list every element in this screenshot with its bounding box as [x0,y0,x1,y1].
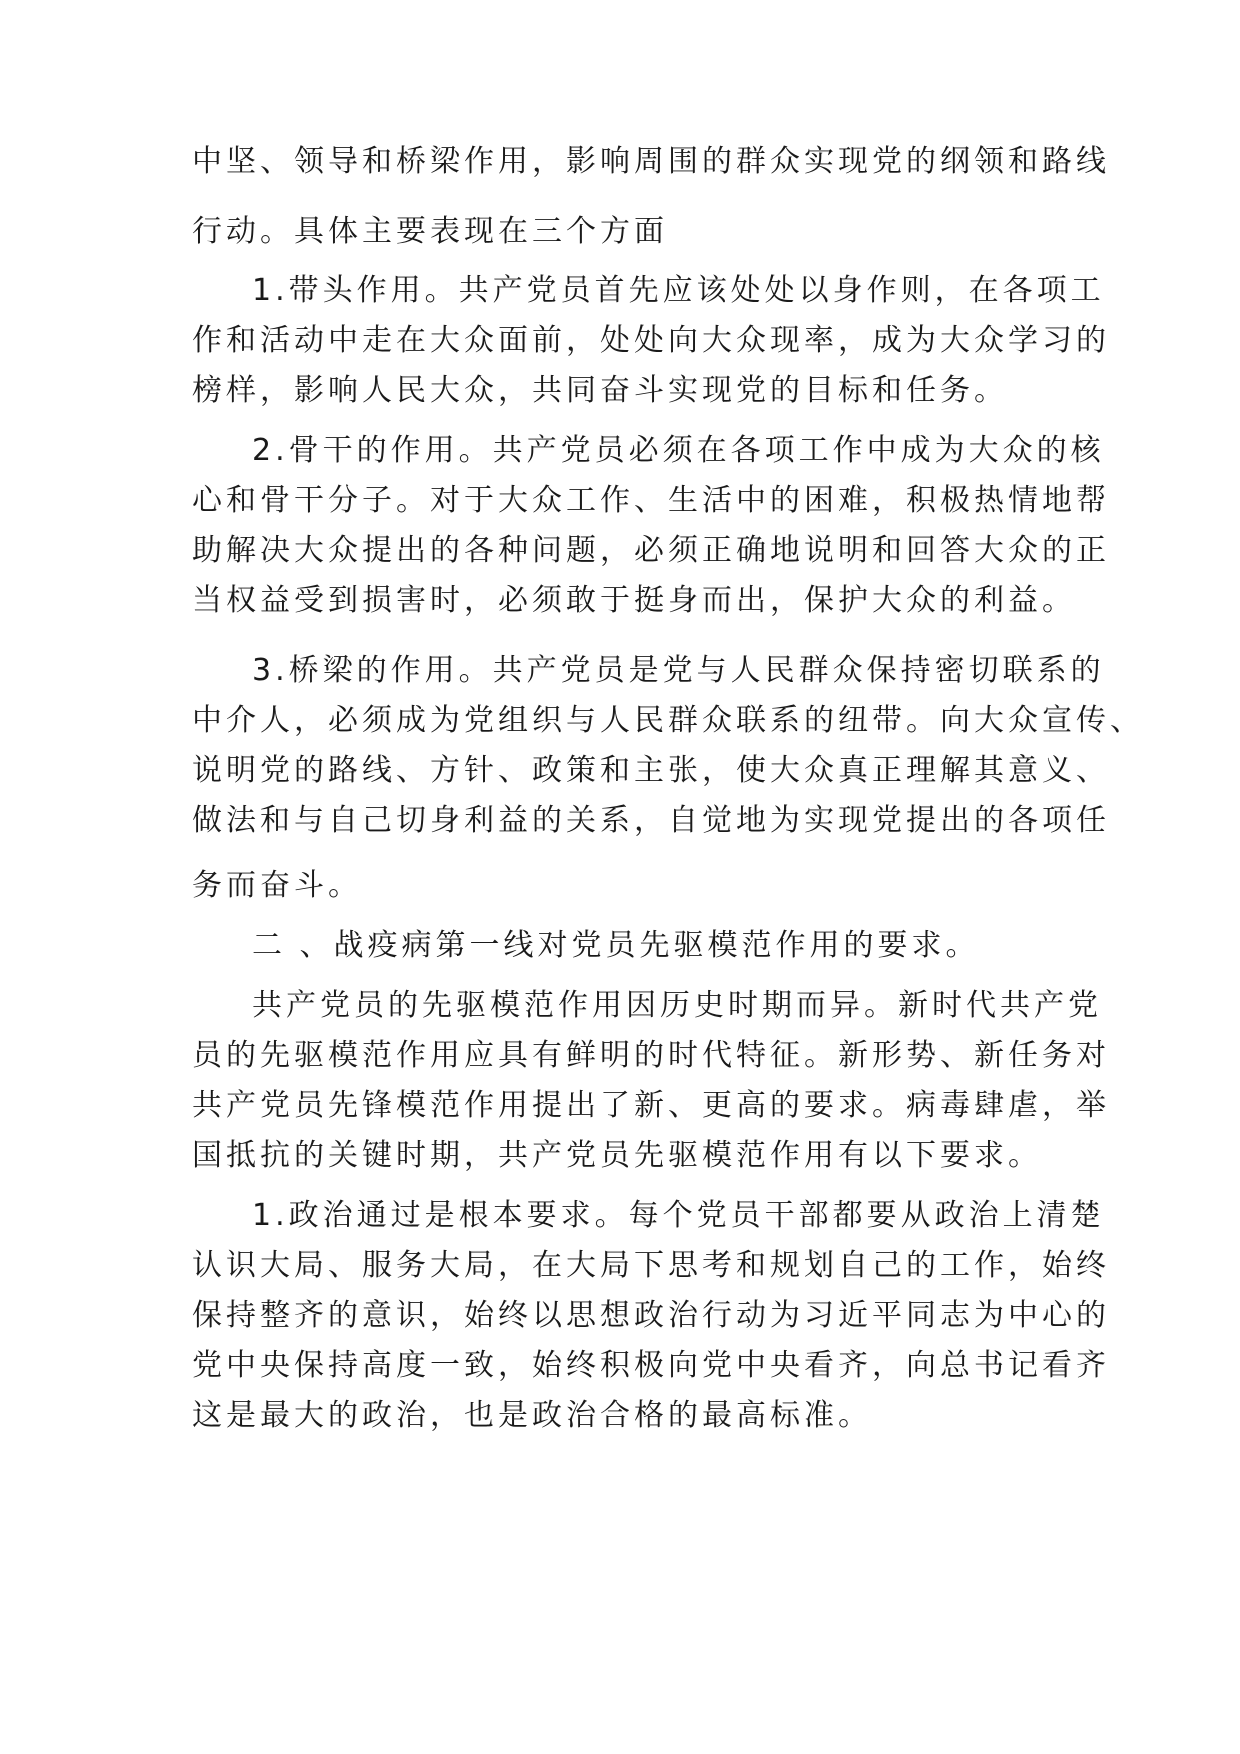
text-line: 3.桥梁的作用。共产党员是党与人民群众保持密切联系的 [252,653,1105,688]
text-line: 认识大局、服务大局，在大局下思考和规划自己的工作，始终 [192,1248,1110,1283]
section-heading: 二 、战疫病第一线对党员先驱模范作用的要求。 [252,928,980,963]
text-line: 行动。具体主要表现在三个方面 [192,214,668,249]
text-line: 当权益受到损害时，必须敢于挺身而出，保护大众的利益。 [192,583,1076,618]
text-line: 助解决大众提出的各种问题，必须正确地说明和回答大众的正 [192,533,1110,568]
text-line: 作和活动中走在大众面前，处处向大众现率，成为大众学习的 [192,323,1110,358]
text-line: 说明党的路线、方针、政策和主张，使大众真正理解其意义、 [192,753,1110,788]
text-line: 党中央保持高度一致，始终积极向党中央看齐，向总书记看齐 [192,1348,1110,1383]
text-line: 2.骨干的作用。共产党员必须在各项工作中成为大众的核 [252,433,1105,468]
text-line: 心和骨干分子。对于大众工作、生活中的困难，积极热情地帮 [192,483,1110,518]
text-line: 员的先驱模范作用应具有鲜明的时代特征。新形势、新任务对 [192,1038,1110,1073]
text-line: 国抵抗的关键时期，共产党员先驱模范作用有以下要求。 [192,1138,1042,1173]
text-line: 保持整齐的意识，始终以思想政治行动为习近平同志为中心的 [192,1298,1110,1333]
text-line: 务而奋斗。 [192,868,362,903]
text-line: 做法和与自己切身利益的关系，自觉地为实现党提出的各项任 [192,803,1110,838]
text-line: 1.政治通过是根本要求。每个党员干部都要从政治上清楚 [252,1198,1105,1233]
text-line: 中坚、领导和桥梁作用，影响周围的群众实现党的纲领和路线 [192,144,1110,179]
text-line: 这是最大的政治，也是政治合格的最高标准。 [192,1398,872,1433]
text-line: 榜样，影响人民大众，共同奋斗实现党的目标和任务。 [192,373,1008,408]
text-line: 共产党员的先驱模范作用因历史时期而异。新时代共产党 [252,988,1102,1023]
text-line: 共产党员先锋模范作用提出了新、更高的要求。病毒肆虐，举 [192,1088,1110,1123]
text-line: 1.带头作用。共产党员首先应该处处以身作则，在各项工 [252,273,1105,308]
text-line: 中介人，必须成为党组织与人民群众联系的纽带。向大众宣传、 [192,703,1144,738]
